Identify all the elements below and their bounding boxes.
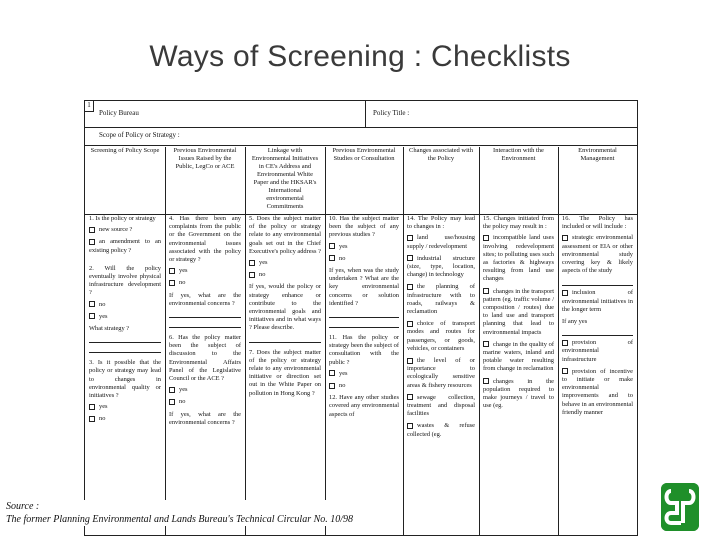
checkbox-icon — [89, 227, 95, 233]
checkbox-option[interactable]: the level of or importance to ecologically sensitive areas & fishery resources — [407, 357, 475, 389]
question-3: 3. Is it possible that the policy or strategy may lead to changes in environmental quality or initiatives ? — [89, 359, 161, 400]
checkbox-option[interactable]: provision of incentive to initiate or make environmental improvements and to behave in an environmental friendly manner — [562, 367, 633, 416]
checkbox-icon — [169, 268, 175, 274]
column-management — [562, 215, 633, 421]
checkbox-option[interactable]: changes in the transport pattern (eg. traffic volume / composition / routes) due to land use and transport planning that lead to environmental impacts — [483, 287, 554, 336]
question-6: 6. Has the policy matter been the subject of discussion to the Environmental Affairs Panel of the Legislative Council or the ACE ? — [169, 334, 241, 383]
source-citation — [6, 500, 357, 526]
source-text: The former Planning Environmental and Lands Bureau's Technical Circular No. 10/98 — [6, 514, 354, 525]
column-changes — [407, 215, 475, 443]
checkbox-icon — [483, 341, 489, 347]
answer-line[interactable] — [89, 346, 161, 353]
column-divider — [165, 147, 166, 535]
scope-row — [85, 127, 637, 146]
checkbox-icon — [89, 313, 95, 319]
column-header-changes: Changes associated with the Policy — [409, 147, 473, 162]
checkbox-icon — [483, 378, 489, 384]
column-screening — [89, 215, 161, 428]
checkbox-option[interactable]: no — [329, 382, 399, 390]
organization-logo-icon — [661, 483, 699, 531]
checkbox-icon — [169, 280, 175, 286]
column-divider — [479, 147, 480, 535]
checkbox-option[interactable]: an amendment to an existing policy ? — [89, 238, 161, 254]
column-divider — [245, 147, 246, 535]
checkbox-option[interactable]: yes — [329, 243, 399, 251]
checkbox-icon — [169, 387, 175, 393]
answer-line[interactable] — [562, 279, 633, 286]
question-5-followup: If yes, would the policy or strategy enhance or contribute to the environmental goals and initiatives and in what ways ? Please describe. — [249, 283, 321, 332]
question-5: 5. Does the subject matter of the policy or strategy relate to any environmental goals set out in the Chief Executive's policy address ? — [249, 215, 321, 255]
checkbox-icon — [562, 290, 568, 296]
checkbox-icon — [407, 284, 413, 290]
column-divider — [325, 147, 326, 535]
checkbox-option[interactable]: provision of environmental infrastructure — [562, 339, 633, 363]
answer-line[interactable] — [89, 336, 161, 343]
column-header-screening: Screening of Policy Scope — [90, 147, 160, 154]
checkbox-icon — [89, 239, 95, 245]
checkbox-icon — [329, 243, 335, 249]
question-10-followup: If yes, when was the study undertaken ? What are the key environmental concerns or solution identified ? — [329, 267, 399, 307]
checkbox-option[interactable]: land use/housing supply / redevelopment — [407, 234, 475, 250]
question-4: 4. Has there been any complaints from the public or the Government on the environmental issues associated with the policy or strategy ? — [169, 215, 241, 264]
column-header-management: Environmental Management — [578, 147, 617, 162]
logo-mark-icon — [661, 483, 699, 531]
column-header-linkage: Linkage with Environmental Initiatives in CE's Address and Environmental White Paper and the HKSAR's International environmental Commitments — [251, 147, 319, 210]
checkbox-icon — [562, 368, 568, 374]
checkbox-icon — [407, 423, 413, 429]
checkbox-option[interactable]: changes in the population required to make journeys / travel to use (eg. — [483, 377, 554, 410]
question-16-extra: If any yes — [562, 318, 588, 326]
policy-header-row — [85, 101, 637, 128]
column-previous-studies — [329, 215, 399, 422]
column-divider — [403, 147, 404, 535]
question-10: 10. Has the subject matter been the subject of any previous studies ? — [329, 215, 399, 239]
checkbox-option[interactable]: strategic environmental assessment or EIA or other environmental study covering key & likely aspects of the study — [562, 234, 633, 275]
column-linkage — [249, 215, 321, 401]
question-6-followup: If yes, what are the environmental concerns ? — [169, 410, 241, 426]
checkbox-icon — [329, 383, 335, 389]
question-14: 14. The Policy may lead to changes in : — [407, 215, 475, 231]
checkbox-option[interactable]: choice of transport modes and routes for passengers, or goods, vehicles, or containers — [407, 320, 475, 352]
column-previous-issues — [169, 215, 241, 430]
checkbox-icon — [562, 235, 568, 241]
answer-line[interactable] — [169, 311, 241, 318]
checkbox-icon — [89, 301, 95, 307]
checkbox-option[interactable]: no — [89, 301, 161, 309]
page-number: 1 — [84, 100, 94, 112]
question-11: 11. Has the policy or strategy been the subject of consultation with the public ? — [329, 334, 399, 366]
checkbox-option[interactable]: yes — [169, 386, 241, 394]
checkbox-icon — [407, 255, 413, 261]
answer-line[interactable] — [329, 311, 399, 318]
checkbox-icon — [407, 358, 413, 364]
question-15: 15. Changes initiated from the policy may result in : — [483, 215, 554, 231]
column-header-previous-issues: Previous Environmental Issues Raised by the Public, LegCo or ACE — [173, 147, 237, 170]
checkbox-option[interactable]: no — [169, 279, 241, 287]
checkbox-option[interactable]: sewage collection, treatment and disposal facilities — [407, 393, 475, 418]
checkbox-option[interactable]: yes — [249, 259, 321, 267]
checkbox-icon — [329, 255, 335, 261]
checkbox-option[interactable]: yes — [169, 267, 241, 275]
checkbox-icon — [483, 235, 489, 241]
column-interaction — [483, 215, 554, 414]
column-header-interaction: Interaction with the Environment — [493, 147, 544, 162]
checkbox-option[interactable]: no — [329, 255, 399, 263]
question-12: 12. Have any other studies covered any environmental aspects of — [329, 394, 399, 418]
checkbox-icon — [249, 272, 255, 278]
checkbox-icon — [89, 416, 95, 422]
checkbox-option[interactable]: yes — [89, 403, 161, 411]
checkbox-icon — [249, 260, 255, 266]
policy-title-label: Policy Title : — [373, 109, 410, 117]
checkbox-option[interactable]: no — [249, 271, 321, 279]
checkbox-option[interactable]: wastes & refuse collected (eg. — [407, 422, 475, 438]
checkbox-option[interactable]: change in the quality of marine waters, inland and potable water resulting from change in reclamation — [483, 340, 554, 373]
checkbox-icon — [89, 404, 95, 410]
question-4-followup: If yes, what are the environmental concerns ? — [169, 291, 241, 307]
checkbox-option[interactable]: yes — [89, 313, 161, 321]
question-7: 7. Does the subject matter of the policy or strategy relate to any environmental initiative or direction set out in the White Paper on pollution in Hong Kong ? — [249, 348, 321, 397]
checkbox-option[interactable]: inclusion of environmental initiatives in the longer term — [562, 289, 633, 313]
policy-bureau-label: Policy Bureau — [99, 109, 139, 117]
answer-line[interactable] — [562, 329, 633, 336]
checkbox-icon — [169, 399, 175, 405]
checklist-document — [84, 100, 638, 536]
checkbox-option[interactable]: the planning of infrastructure with to roads, railways & reclamation — [407, 283, 475, 316]
answer-line[interactable] — [329, 321, 399, 328]
answer-line[interactable] — [249, 336, 321, 343]
column-header-previous-studies: Previous Environmental Studies or Consultation — [332, 147, 396, 162]
checkbox-option[interactable]: new source ? — [89, 226, 161, 234]
checkbox-icon — [407, 394, 413, 400]
scope-label: Scope of Policy or Strategy : — [99, 131, 180, 139]
checkbox-option[interactable]: incompatible land uses involving redevelopment sites; to polluting uses such as factories & highways resulting from land use changes — [483, 234, 554, 283]
question-2: 2. Will the policy eventually involve physical infrastructure development ? — [89, 264, 161, 297]
checkbox-icon — [407, 321, 413, 327]
header-divider — [365, 101, 366, 127]
checkbox-icon — [483, 288, 489, 294]
checkbox-icon — [329, 370, 335, 376]
checkbox-icon — [407, 235, 413, 241]
column-divider — [558, 147, 559, 535]
answer-line[interactable] — [169, 321, 241, 328]
source-label: Source : — [6, 501, 40, 512]
question-2-followup: What strategy ? — [89, 325, 130, 333]
checkbox-icon — [562, 340, 568, 346]
slide-title: Ways of Screening : Checklists — [149, 40, 571, 73]
question-16: 16. The Policy has included or will include : — [562, 215, 633, 231]
question-1: 1. Is the policy or strategy — [89, 215, 156, 222]
checkbox-option[interactable]: no — [169, 398, 241, 406]
checkbox-option[interactable]: industrial structure (size, type, location, change) in technology — [407, 254, 475, 279]
checkbox-option[interactable]: yes — [329, 370, 399, 378]
checkbox-option[interactable]: no — [89, 415, 161, 423]
